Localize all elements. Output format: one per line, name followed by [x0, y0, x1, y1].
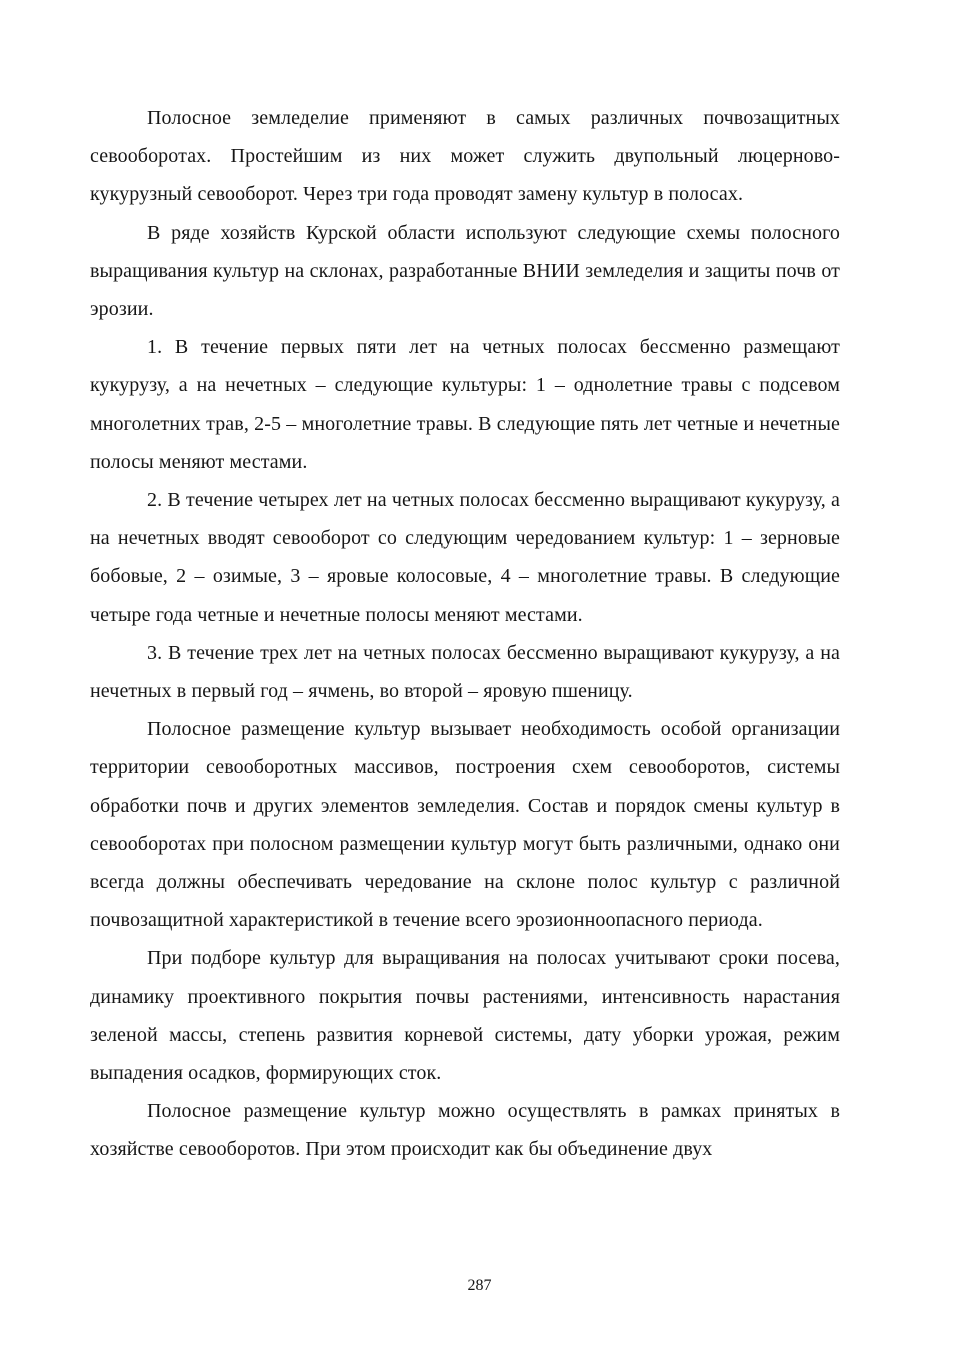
paragraph-1: Полосное земледелие применяют в самых различных почвозащитных севооборотах. Простейшим из них может служить двупольный люцерново-кукурузный севооборот. Через три года проводят замену культур в полосах. [90, 107, 840, 206]
paragraph-6: Полосное размещение культур вызывает необходимость особой организации территории севооборотных массивов, построения схем севооборотов, системы обработки почв и других элементов земледелия. Состав и порядок смены культур в севооборотах при полосном размещении культур могут быть различными, однако они всегда должны обеспечивать чередование на склоне полос культур с различной почвозащитной характеристикой в течение всего эрозионноопасного периода. [90, 718, 840, 932]
page-number: 287 [467, 1277, 492, 1294]
paragraph-4: 2. В течение четырех лет на четных полосах бессменно выращивают кукурузу, а на нечетных вводят севооборот со следующим чередованием культур: 1 – зерновые бобовые, 2 – озимые, 3 – яровые колосовые, 4 – многолетние травы. В следующие четыре года четные и нечетные полосы меняют местами. [90, 489, 840, 626]
paragraph-7: При подборе культур для выращивания на полосах учитывают сроки посева, динамику проективного покрытия почвы растениями, интенсивность нарастания зеленой массы, степень развития корневой системы, дату уборки урожая, режим выпадения осадков, формирующих сток. [90, 947, 840, 1085]
body-text [90, 99, 840, 1169]
paragraph-3: 1. В течение первых пяти лет на четных полосах бессменно размещают кукурузу, а на нечетных – следующие культуры: 1 – однолетние травы с подсевом многолетних трав, 2-5 – многолетние травы. В следующие пять лет четные и нечетные полосы меняют местами. [90, 336, 840, 473]
paragraph-2: В ряде хозяйств Курской области используют следующие схемы полосного выращивания культур на склонах, разработанные ВНИИ земледелия и защиты почв от эрозии. [90, 221, 840, 321]
paragraph-8: Полосное размещение культур можно осуществлять в рамках принятых в хозяйстве севооборотов. При этом происходит как бы объединение двух [90, 1100, 840, 1161]
paragraph-5: 3. В течение трех лет на четных полосах бессменно выращивают кукурузу, а на нечетных в первый год – ячмень, во второй – яровую пшеницу. [90, 641, 840, 703]
